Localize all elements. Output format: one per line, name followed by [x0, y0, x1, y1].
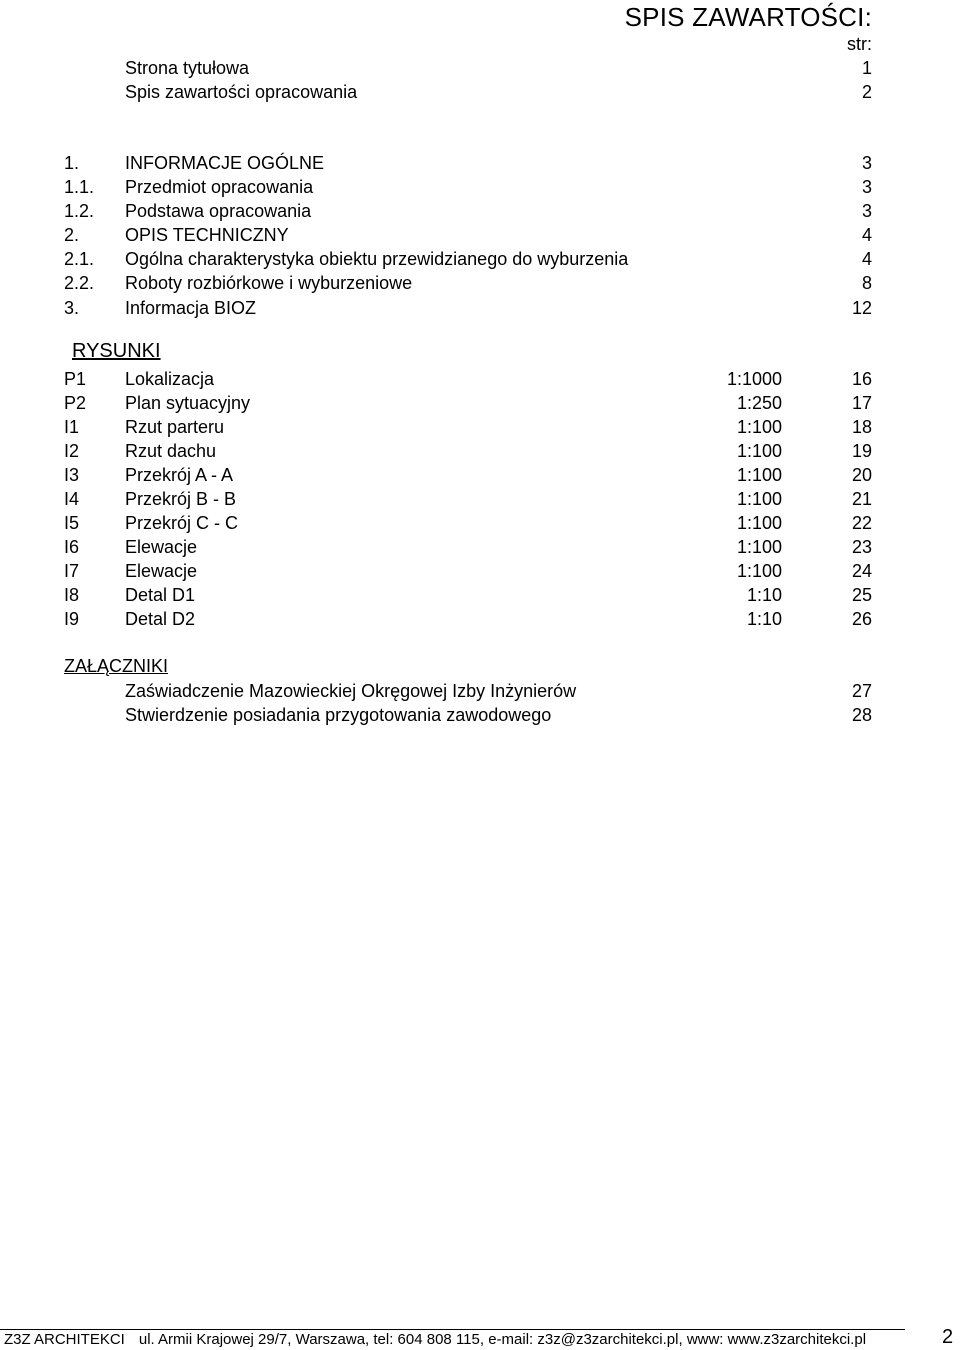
drawing-page: 21 — [851, 489, 872, 509]
drawing-scale: 1:100 — [736, 417, 782, 437]
drawing-code: I5 — [64, 513, 80, 533]
toc-row-chapter — [0, 271, 960, 295]
toc-entry-page: 4 — [861, 225, 872, 245]
toc-entry-number: 2. — [64, 225, 80, 245]
drawing-code: I2 — [64, 441, 80, 461]
toc-entry-number: 1.2. — [64, 201, 95, 221]
drawing-page: 24 — [851, 561, 872, 581]
drawing-page: 20 — [851, 465, 872, 485]
drawing-code: I6 — [64, 537, 80, 557]
toc-row-drawing — [0, 607, 960, 631]
footer-page-number: 2 — [942, 1326, 954, 1348]
drawing-scale: 1:1000 — [726, 369, 782, 389]
toc-entry-text: Spis zawartości opracowania — [125, 82, 358, 102]
toc-row-drawing — [0, 511, 960, 535]
footer-contact: ul. Armii Krajowej 29/7, Warszawa, tel: 604 808 115, e-mail: z3z@z3zarchitekci.pl, www: www.z3zarchitekci.pl — [138, 1331, 867, 1348]
drawing-code: I7 — [64, 561, 80, 581]
drawing-page: 16 — [851, 369, 872, 389]
drawings-heading: RYSUNKI — [72, 340, 161, 362]
attachment-title: Zaświadczenie Mazowieckiej Okręgowej Izby Inżynierów — [125, 681, 577, 701]
attachment-title: Stwierdzenie posiadania przygotowania zawodowego — [125, 705, 552, 725]
toc-entry-number: 2.2. — [64, 273, 95, 293]
drawing-scale: 1:10 — [746, 609, 782, 629]
toc-entry-text: Ogólna charakterystyka obiektu przewidzianego do wyburzenia — [125, 249, 629, 269]
toc-entry-number: 1.1. — [64, 177, 95, 197]
toc-row-chapter — [0, 199, 960, 223]
drawing-page: 19 — [851, 441, 872, 461]
toc-row-drawing — [0, 463, 960, 487]
toc-row-intro — [0, 80, 960, 104]
drawing-scale: 1:100 — [736, 465, 782, 485]
drawing-title: Detal D1 — [125, 585, 196, 605]
toc-row-drawing — [0, 583, 960, 607]
drawing-title: Plan sytuacyjny — [125, 393, 251, 413]
drawing-scale: 1:100 — [736, 537, 782, 557]
toc-entry-page: 2 — [861, 82, 872, 102]
toc-entry-text: OPIS TECHNICZNY — [125, 225, 289, 245]
toc-entry-text: INFORMACJE OGÓLNE — [125, 153, 325, 173]
drawing-title: Przekrój B - B — [125, 489, 237, 509]
toc-entry-page: 4 — [861, 249, 872, 269]
drawing-title: Przekrój C - C — [125, 513, 239, 533]
drawing-code: I3 — [64, 465, 80, 485]
drawing-page: 18 — [851, 417, 872, 437]
drawing-page: 23 — [851, 537, 872, 557]
drawing-code: P1 — [64, 369, 87, 389]
drawing-page: 26 — [851, 609, 872, 629]
toc-row-attachment — [0, 679, 960, 703]
drawing-scale: 1:100 — [736, 513, 782, 533]
toc-entry-number: 3. — [64, 298, 80, 318]
toc-entry-page: 3 — [861, 201, 872, 221]
toc-entry-number: 2.1. — [64, 249, 95, 269]
drawing-page: 22 — [851, 513, 872, 533]
drawing-scale: 1:100 — [736, 489, 782, 509]
drawing-scale: 1:100 — [736, 441, 782, 461]
toc-row-drawing — [0, 415, 960, 439]
drawing-title: Lokalizacja — [125, 369, 215, 389]
attachments-heading: ZAŁĄCZNIKI — [64, 656, 169, 676]
toc-row-chapter — [0, 151, 960, 175]
toc-entry-page: 1 — [861, 58, 872, 78]
drawing-code: I4 — [64, 489, 80, 509]
drawing-page: 25 — [851, 585, 872, 605]
toc-entry-text: Przedmiot opracowania — [125, 177, 314, 197]
toc-row-intro — [0, 56, 960, 80]
drawing-code: I1 — [64, 417, 80, 437]
toc-entry-text: Podstawa opracowania — [125, 201, 312, 221]
drawing-title: Przekrój A - A — [125, 465, 234, 485]
drawing-title: Elewacje — [125, 561, 198, 581]
toc-row-chapter — [0, 223, 960, 247]
toc-entry-number: 1. — [64, 153, 80, 173]
drawing-scale: 1:10 — [746, 585, 782, 605]
toc-entry-page: 8 — [861, 273, 872, 293]
drawing-title: Rzut parteru — [125, 417, 225, 437]
page-title: SPIS ZAWARTOŚCI: — [624, 2, 872, 32]
toc-row-drawing — [0, 487, 960, 511]
drawing-title: Detal D2 — [125, 609, 196, 629]
page-footer — [4, 1330, 866, 1350]
toc-row-drawing — [0, 535, 960, 559]
drawing-code: P2 — [64, 393, 87, 413]
drawing-title: Rzut dachu — [125, 441, 217, 461]
toc-entry-text: Roboty rozbiórkowe i wyburzeniowe — [125, 273, 413, 293]
toc-row-drawing — [0, 559, 960, 583]
toc-row-chapter — [0, 175, 960, 199]
drawing-code: I8 — [64, 585, 80, 605]
drawing-code: I9 — [64, 609, 80, 629]
attachment-page: 28 — [851, 705, 872, 725]
drawing-title: Elewacje — [125, 537, 198, 557]
page-column-label: str: — [847, 34, 872, 54]
drawing-scale: 1:100 — [736, 561, 782, 581]
toc-entry-page: 3 — [861, 177, 872, 197]
drawing-scale: 1:250 — [736, 393, 782, 413]
toc-row-drawing — [0, 439, 960, 463]
toc-entry-page: 12 — [851, 298, 872, 318]
footer-company: Z3Z ARCHITEKCI — [4, 1331, 125, 1348]
toc-row-drawing — [0, 391, 960, 415]
attachment-page: 27 — [851, 681, 872, 701]
toc-row-attachment — [0, 703, 960, 727]
toc-row-chapter — [0, 247, 960, 271]
toc-entry-text: Informacja BIOZ — [125, 298, 257, 318]
toc-entry-page: 3 — [861, 153, 872, 173]
drawing-page: 17 — [851, 393, 872, 413]
toc-row-drawing — [0, 367, 960, 391]
toc-entry-text: Strona tytułowa — [125, 58, 250, 78]
toc-row-chapter — [0, 296, 960, 320]
